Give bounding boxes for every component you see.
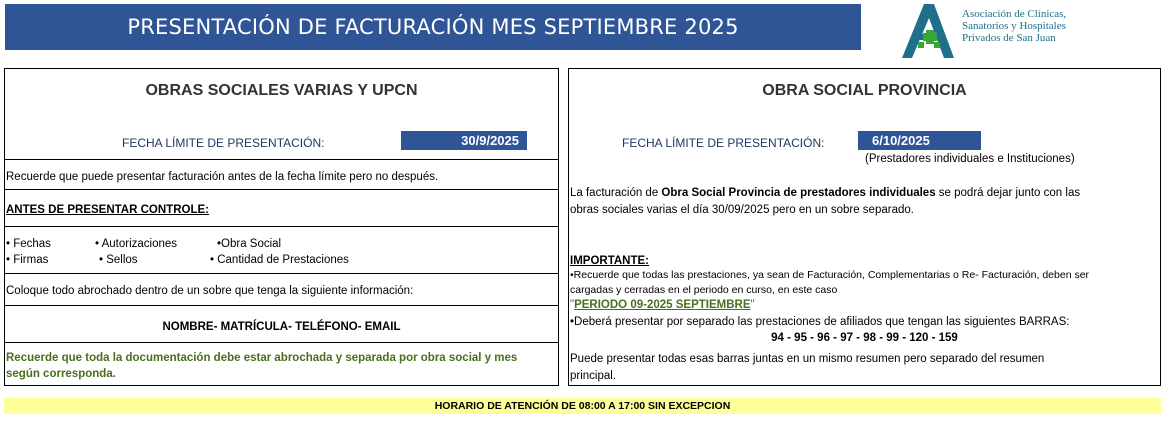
check-title: ANTES DE PRESENTAR CONTROLE: xyxy=(6,204,209,216)
check-item: • Fechas xyxy=(6,238,51,250)
divider xyxy=(4,189,559,190)
envelope-fields: NOMBRE- MATRÍCULA- TELÉFONO- EMAIL xyxy=(162,321,401,333)
important-line: •Recuerde que todas las prestaciones, ya sean de Facturación, Complementarias o Re- Facturación, deben ser xyxy=(570,269,1090,281)
left-deadline-label: FECHA LÍMITE DE PRESENTACIÓN: xyxy=(122,136,325,150)
right-deadline-date: 6/10/2025 xyxy=(858,131,981,150)
organization-name xyxy=(962,8,1066,44)
period-label: PERIODO 09-2025 SEPTIEMBRE xyxy=(574,299,751,311)
text-span: La facturación de xyxy=(570,187,662,199)
left-panel-title: OBRAS SOCIALES VARIAS Y UPCN xyxy=(145,82,418,99)
org-line: Sanatorios y Hospitales xyxy=(962,20,1066,32)
divider xyxy=(4,159,559,160)
deadline-note: (Prestadores individuales e Instituciones) xyxy=(865,153,1075,165)
note-line: Recuerde que toda la documentación debe estar abrochada y separada por obra social y mes xyxy=(6,352,518,364)
left-deadline-date: 30/9/2025 xyxy=(401,131,527,150)
divider xyxy=(4,273,559,274)
divider xyxy=(4,226,559,227)
right-deadline-label: FECHA LÍMITE DE PRESENTACIÓN: xyxy=(622,136,825,150)
association-logo xyxy=(898,0,958,62)
provincia-paragraph xyxy=(570,186,1080,200)
check-item: • Cantidad de Prestaciones xyxy=(210,254,349,266)
right-panel-title: OBRA SOCIAL PROVINCIA xyxy=(762,82,967,99)
divider xyxy=(4,305,559,306)
period-line xyxy=(570,298,755,312)
bars-intro: •Deberá presentar por separado las prestaciones de afiliados que tengan las siguientes BARRAS: xyxy=(570,316,1070,328)
org-line: Asociación de Clínicas, xyxy=(962,8,1067,20)
summary-line: principal. xyxy=(570,370,617,382)
org-line: Privados de San Juan xyxy=(962,32,1056,44)
quote: " xyxy=(750,299,755,311)
text-span-bold: Obra Social Provincia de prestadores individuales xyxy=(661,187,936,199)
check-item: • Sellos xyxy=(99,254,138,266)
page-title: PRESENTACIÓN DE FACTURACIÓN MES SEPTIEMBRE 2025 xyxy=(5,4,861,50)
note-line: según corresponda. xyxy=(6,368,116,380)
check-item: •Obra Social xyxy=(217,238,282,250)
important-title: IMPORTANTE: xyxy=(570,255,650,267)
bars-list: 94 - 95 - 96 - 97 - 98 - 99 - 120 - 159 xyxy=(771,332,958,344)
quote: " xyxy=(570,299,575,311)
check-item: • Autorizaciones xyxy=(95,238,178,250)
provincia-paragraph-line2: obras sociales varias el día 30/09/2025 pero en un sobre separado. xyxy=(570,204,914,216)
panel-obras-sociales-varias xyxy=(4,68,559,386)
schedule-banner: HORARIO DE ATENCIÓN DE 08:00 A 17:00 SIN EXCEPCION xyxy=(4,398,1161,414)
left-reminder: Recuerde que puede presentar facturación antes de la fecha límite pero no después. xyxy=(6,171,439,183)
important-line: cargadas y cerradas en el periodo en curso, en este caso xyxy=(570,284,838,296)
text-span: se podrá dejar junto con las xyxy=(935,187,1081,199)
divider xyxy=(4,342,559,343)
envelope-instruction: Coloque todo abrochado dentro de un sobre que tenga la siguiente información: xyxy=(6,285,414,297)
summary-line: Puede presentar todas esas barras juntas en un mismo resumen pero separado del resumen xyxy=(570,353,1045,365)
check-item: • Firmas xyxy=(6,254,49,266)
